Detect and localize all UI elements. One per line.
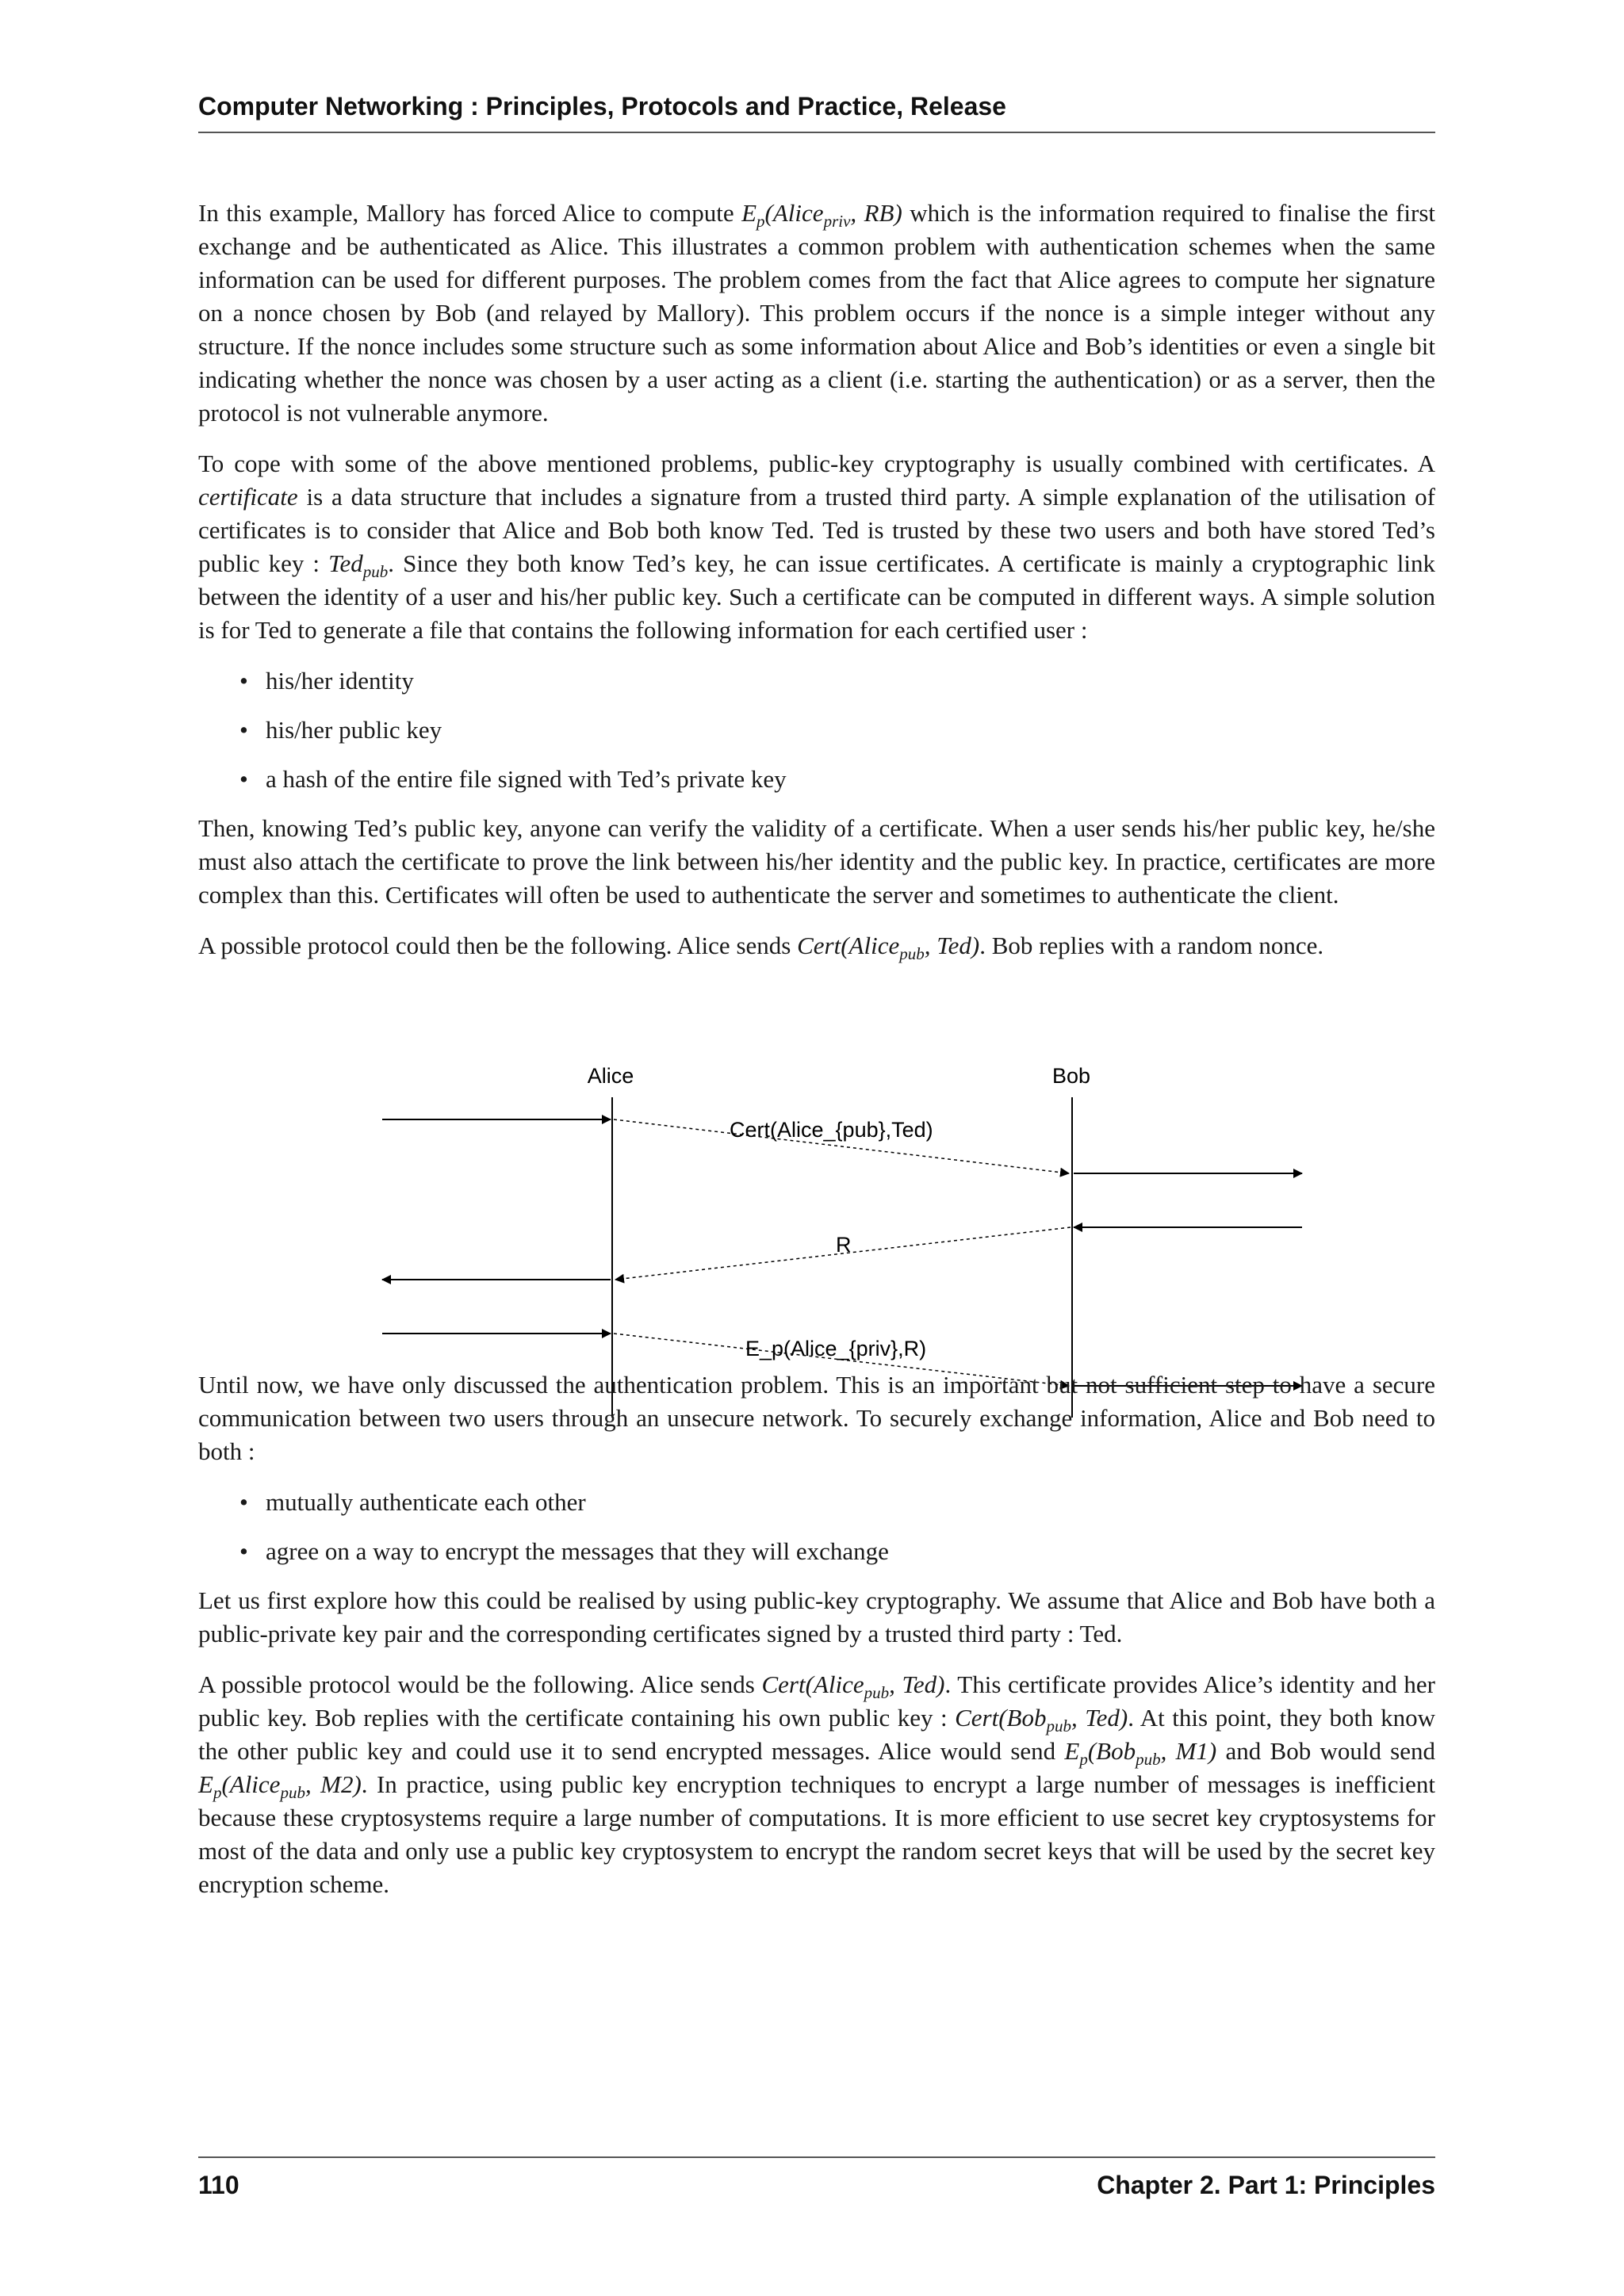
sequence-diagram [198,980,1435,1360]
list-item: • his/her identity [198,664,1435,698]
paragraph-4 [198,929,1435,962]
math-ep-alice-pub-m2: $E_p(Alice_{pub}$, M2) [198,1770,362,1802]
paragraph-5: Until now, we have only discussed the authentication problem. This is an important but not sufficient step to have a secure communication between two users through an unsecure network. To securely exchange information, Alice and Bob need to both : [198,1371,1435,1465]
p1-text-a: In this example, Mallory has forced Alice to compute [198,199,742,227]
paragraph-6: Let us first explore how this could be realised by using public-key cryptography. We assume that Alice and Bob have both a public-private key pair and the corresponding certificates signed by a trusted third party : Ted. [198,1586,1435,1647]
msg1-label: Cert(Alice_{pub},Ted) [730,1118,933,1142]
paragraph-7 [198,1668,1435,1901]
p4-text-a: A possible protocol could then be the following. Alice sends [198,932,798,959]
p2-text-b: is a data structure that includes a signature from a trusted third party. A simple explanation of the utilisation of certificates is to consider that Alice and Bob both know Ted. Ted is trusted by these two users and both have stored Ted’s public key : [198,483,1435,577]
p7-text-d: and Bob would send [1216,1737,1436,1765]
p7-text-e: . In practice, using public key encryption techniques to encrypt a large number of messages is inefficient because these cryptosystems require a large number of computations. It is more efficient to use secret key cryptosystems for most of the data and only use a public key cryptosystem to encrypt the random secret keys that will be used by the secret key encryption scheme. [198,1770,1436,1898]
math-cert-bob-pub-ted: Cert(Bob$_{pub}$, Ted) [955,1704,1128,1735]
secure-communication-list [198,1486,1435,1568]
list-item: • his/her public key [198,714,1435,747]
math-cert-alice-pub-ted-2: Cert(Alice$_{pub}$, Ted) [761,1670,945,1702]
paragraph-2 [198,447,1435,647]
page-header [198,89,1435,133]
page-number: 110 [198,2171,239,2199]
p2-text-c: . Since they both know Ted’s key, he can issue certificates. A certificate is mainly a cryptographic link between the identity of a user and his/her public key. Such a certificate can be computed in different ways. A simple solution is for Ted to generate a file that contains the following information for each certified user : [198,549,1435,644]
certificate-contents-list [198,664,1435,796]
p7-text-b: . This certificate provides Alice’s identity and her public key. Bob replies with the certificate containing his own public key : [198,1670,1435,1732]
chapter-title: Chapter 2. Part 1: Principles [1097,2171,1435,2199]
list-item: • agree on a way to encrypt the messages that they will exchange [198,1535,1435,1568]
alice-label: Alice [587,1064,634,1088]
list-item: • mutually authenticate each other [198,1486,1435,1519]
p2-text-a: To cope with some of the above mentioned problems, public-key cryptography is usually combined with certificates. A [198,450,1435,477]
page-footer [198,2156,1435,2206]
paragraph-1 [198,197,1435,430]
page-content [198,197,1435,1919]
p7-text-c: . At this point, they both know the other public key and could use it to send encrypted messages. Alice would send [198,1704,1435,1765]
math-ep-bob-pub-m1: $E_p(Bob_{pub}$, M1) [1064,1737,1217,1769]
p4-text-b: . Bob replies with a random nonce. [979,932,1324,959]
math-ep-alice-priv-rb: $E_p(Alice_{priv}$, RB) [741,199,902,231]
math-ted-pub: Ted$_{pub}$ [328,549,389,581]
p7-text-a: A possible protocol would be the following. Alice sends [198,1670,762,1698]
p1-text-b: which is the information required to finalise the first exchange and be authenticated as Alice. This illustrates a common problem with authentication schemes when the same information can be used for different purposes. The problem comes from the fact that Alice agrees to compute her signature on a nonce chosen by Bob (and relayed by Mallory). This problem occurs if the nonce is a simple integer without any structure. If the nonce includes some structure such as some information about Alice and Bob’s identities or even a single bit indicating whether the nonce was chosen by a user acting as a client (i.e. starting the authentication) or as a server, then the protocol is not vulnerable anymore. [198,199,1435,427]
bob-label: Bob [1051,1064,1091,1088]
paragraph-3: Then, knowing Ted’s public key, anyone can verify the validity of a certificate. When a user sends his/her public key, he/she must also attach the certificate to prove the link between his/her identity and the public key. In practice, certificates are more complex than this. Certificates will often be used to authenticate the server and sometimes to authenticate the client. [198,814,1435,909]
math-cert-alice-pub-ted: Cert(Alice$_{pub}$, Ted) [797,932,980,963]
certificate-term: certificate [198,483,298,511]
msg2-label: R [836,1233,852,1257]
list-item: • a hash of the entire file signed with Ted’s private key [198,763,1435,796]
msg3-label: E_p(Alice_{priv},R) [745,1337,927,1360]
header-title: Computer Networking : Principles, Protocols and Practice, Release [198,92,1006,121]
